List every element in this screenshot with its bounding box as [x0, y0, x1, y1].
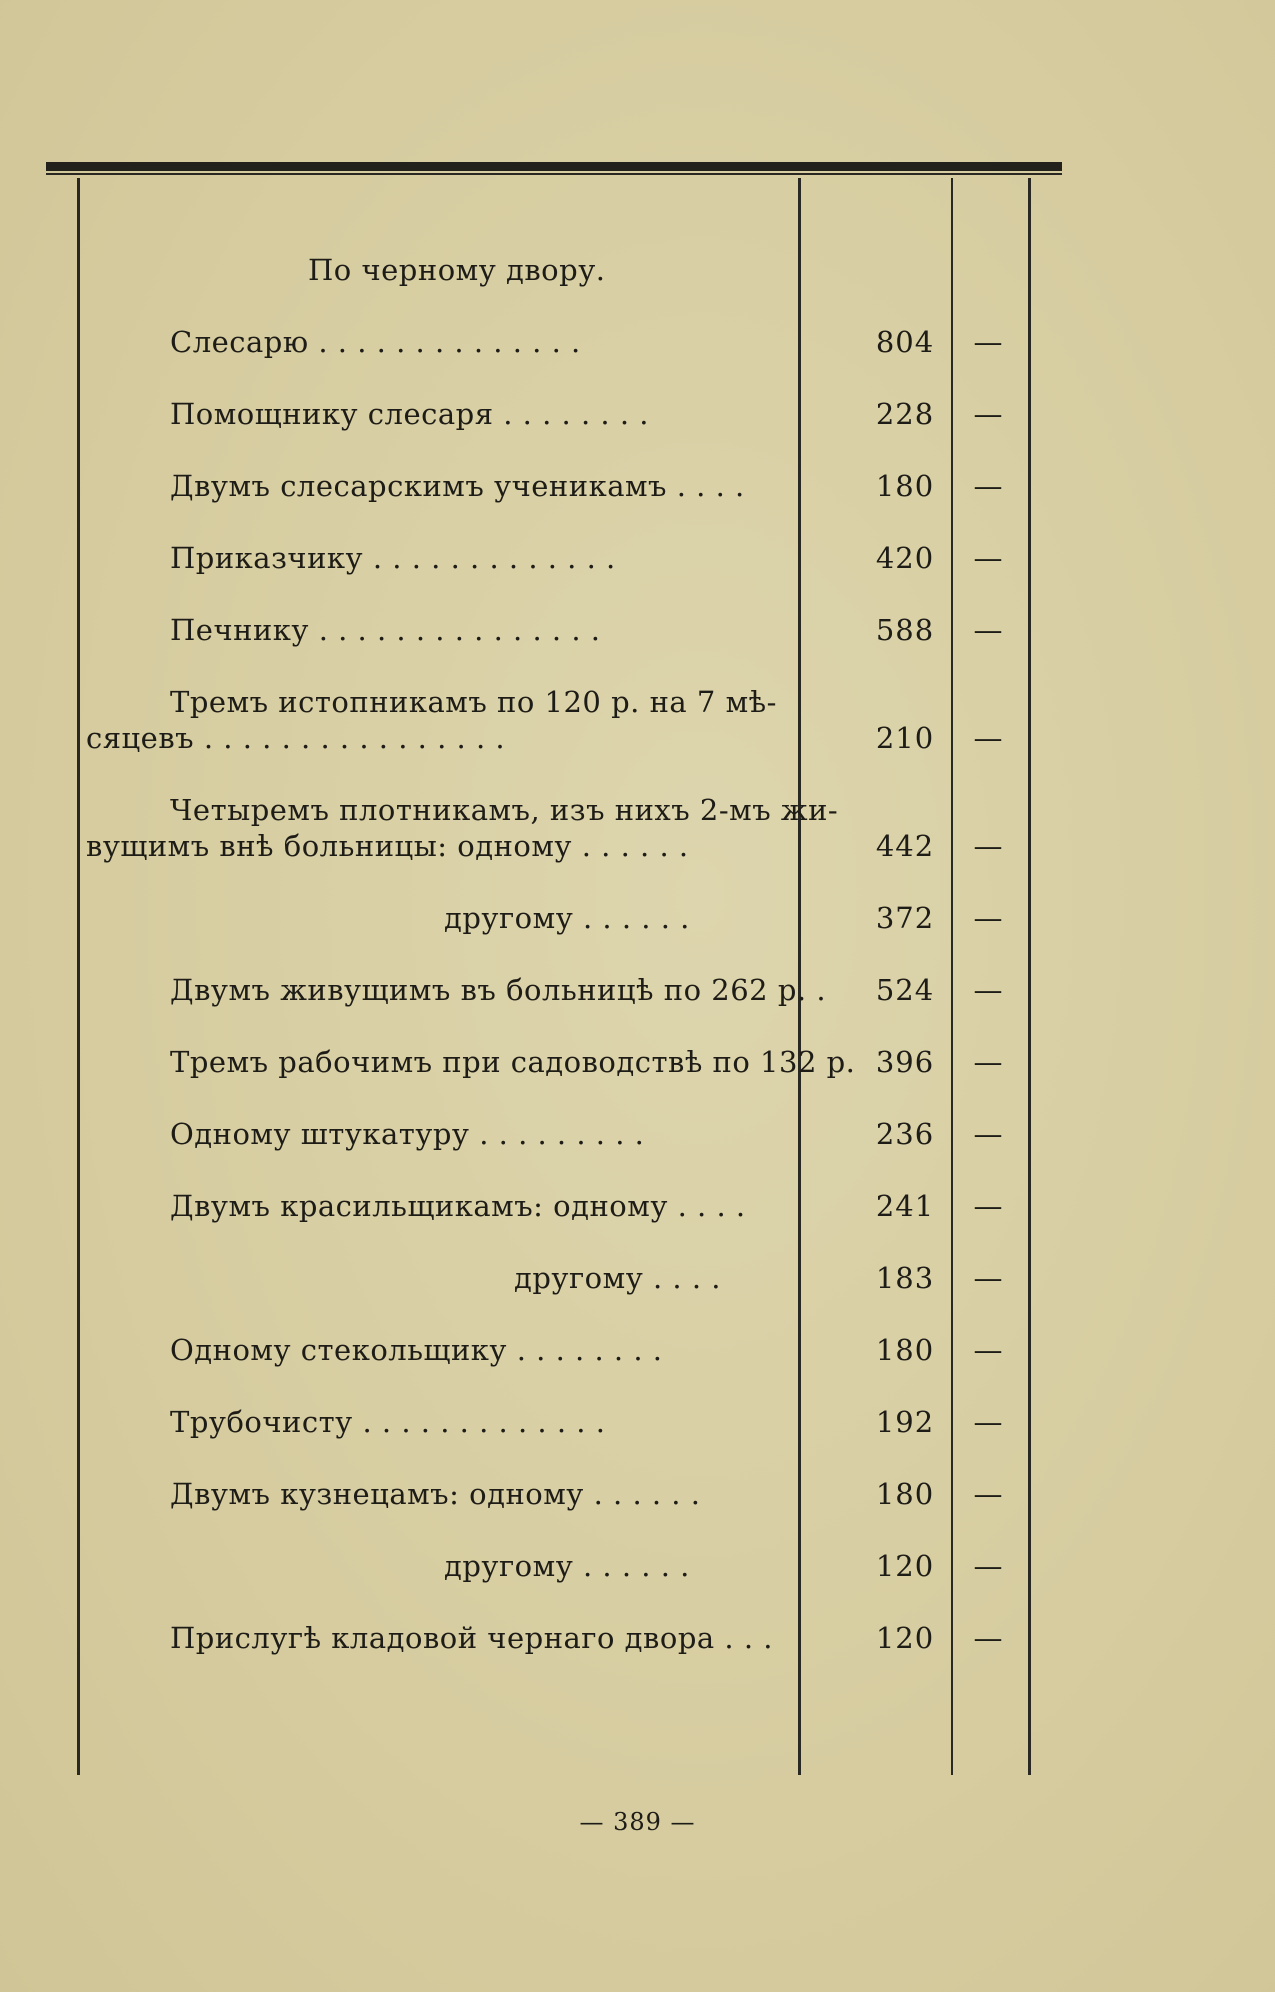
row-description: Приказчику . . . . . . . . . . . . . — [170, 541, 616, 575]
page-number: — 389 — — [579, 1808, 696, 1836]
row-description: другому . . . . . . — [444, 901, 690, 935]
row-description: Двумъ красильщикамъ: одному . . . . — [170, 1189, 746, 1223]
row-kopecks: — — [973, 829, 1003, 863]
row-description: Одному стекольщику . . . . . . . . — [170, 1333, 663, 1367]
row-kopecks: — — [973, 1621, 1003, 1655]
row-kopecks: — — [973, 1549, 1003, 1583]
row-amount: 183 — [875, 1261, 935, 1295]
row-description-line2: вущимъ внѣ больницы: одному . . . . . . — [86, 829, 689, 863]
row-amount: 210 — [875, 721, 935, 755]
row-amount: 396 — [875, 1045, 935, 1079]
row-description: Печнику . . . . . . . . . . . . . . . — [170, 613, 601, 647]
row-kopecks: — — [973, 1189, 1003, 1223]
row-amount: 372 — [875, 901, 935, 935]
row-description: Слесарю . . . . . . . . . . . . . . — [170, 325, 581, 359]
row-description-line1: Четыремъ плотникамъ, изъ нихъ 2-мъ жи- — [170, 793, 839, 827]
row-description: Прислугѣ кладовой чернаго двора . . . — [170, 1621, 773, 1655]
row-description-line1: Тремъ истопникамъ по 120 р. на 7 мѣ- — [170, 685, 777, 719]
table-top-rule-thin — [46, 173, 1062, 175]
row-kopecks: — — [973, 973, 1003, 1007]
row-description: другому . . . . . . — [444, 1549, 690, 1583]
row-kopecks: — — [973, 397, 1003, 431]
row-amount: 442 — [875, 829, 935, 863]
row-description: Двумъ слесарскимъ ученикамъ . . . . — [170, 469, 745, 503]
row-description: Тремъ рабочимъ при садоводствѣ по 132 р. — [170, 1045, 856, 1079]
row-kopecks: — — [973, 721, 1003, 755]
row-amount: 180 — [875, 1333, 935, 1367]
row-description: Трубочисту . . . . . . . . . . . . . — [170, 1405, 606, 1439]
row-amount: 241 — [875, 1189, 935, 1223]
row-description-line2: сяцевъ . . . . . . . . . . . . . . . . — [86, 721, 506, 755]
row-kopecks: — — [973, 1261, 1003, 1295]
row-kopecks: — — [973, 469, 1003, 503]
row-description: Двумъ живущимъ въ больницѣ по 262 р. . — [170, 973, 827, 1007]
row-amount: 588 — [875, 613, 935, 647]
row-kopecks: — — [973, 901, 1003, 935]
row-amount: 120 — [875, 1549, 935, 1583]
row-kopecks: — — [973, 1477, 1003, 1511]
row-amount: 180 — [875, 469, 935, 503]
row-amount: 420 — [875, 541, 935, 575]
row-amount: 192 — [875, 1405, 935, 1439]
row-amount: 180 — [875, 1477, 935, 1511]
row-amount: 236 — [875, 1117, 935, 1151]
row-description: другому . . . . — [514, 1261, 722, 1295]
row-amount: 804 — [875, 325, 935, 359]
row-kopecks: — — [973, 325, 1003, 359]
row-description: Одному штукатуру . . . . . . . . . — [170, 1117, 645, 1151]
row-description: Двумъ кузнецамъ: одному . . . . . . — [170, 1477, 701, 1511]
table-top-rule — [46, 162, 1062, 171]
section-heading: По черному двору. — [308, 253, 606, 287]
row-amount: 120 — [875, 1621, 935, 1655]
row-description: Помощнику слесаря . . . . . . . . — [170, 397, 649, 431]
row-kopecks: — — [973, 1333, 1003, 1367]
row-kopecks: — — [973, 1045, 1003, 1079]
row-amount: 228 — [875, 397, 935, 431]
row-kopecks: — — [973, 613, 1003, 647]
row-amount: 524 — [875, 973, 935, 1007]
row-kopecks: — — [973, 1117, 1003, 1151]
row-kopecks: — — [973, 1405, 1003, 1439]
column-rule-right — [1028, 178, 1031, 1775]
row-kopecks: — — [973, 541, 1003, 575]
